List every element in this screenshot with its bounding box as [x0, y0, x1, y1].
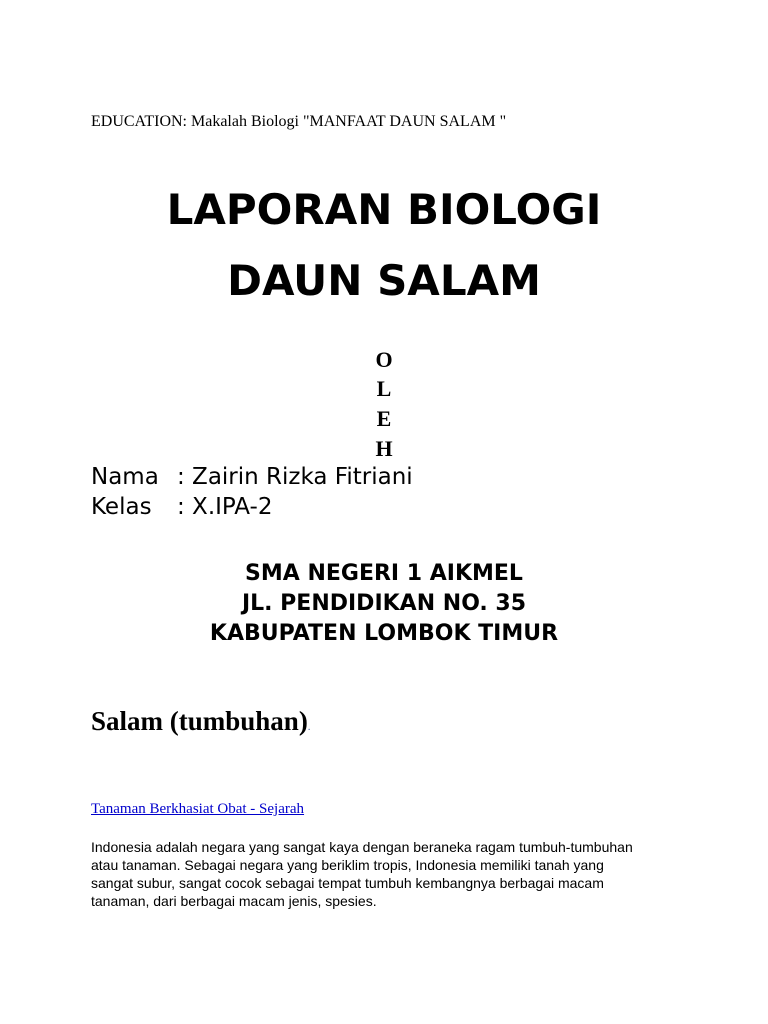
oleh-letter-l: L — [376, 376, 392, 401]
section-heading-suffix: . — [307, 722, 311, 733]
section-heading — [91, 708, 310, 735]
document-header: EDUCATION: Makalah Biologi "MANFAAT DAUN SALAM " — [91, 113, 507, 130]
paragraph-line: tanaman, dari berbagai macam jenis, spesies. — [91, 893, 377, 909]
student-name-value: : Zairin Rizka Fitriani — [177, 464, 413, 490]
oleh-letter-e: E — [376, 406, 392, 431]
oleh-letter-h: H — [375, 436, 393, 461]
student-name-row — [91, 466, 413, 489]
intro-paragraph — [91, 838, 691, 910]
paragraph-line: sangat subur, sangat cocok sebagai tempat tumbuh kembangnya berbagai macam — [91, 875, 604, 891]
report-title-line-2: DAUN SALAM — [227, 256, 541, 305]
school-district: KABUPATEN LOMBOK TIMUR — [209, 621, 559, 646]
category-link[interactable]: Tanaman Berkhasiat Obat - Sejarah — [91, 801, 305, 817]
report-title-line-1: LAPORAN BIOLOGI — [166, 185, 602, 234]
paragraph-line: Indonesia adalah negara yang sangat kaya dengan beraneka ragam tumbuh-tumbuhan — [91, 839, 633, 855]
student-name-label: Nama — [91, 464, 159, 490]
oleh-letter-o: O — [375, 347, 393, 372]
student-class-label: Kelas — [91, 494, 152, 520]
student-class-row — [91, 496, 272, 519]
paragraph-line: atau tanaman. Sebagai negara yang beriklim tropis, Indonesia memiliki tanah yang — [91, 857, 604, 873]
school-name: SMA NEGERI 1 AIKMEL — [245, 561, 523, 586]
section-heading-text: Salam (tumbuhan) — [91, 706, 308, 736]
school-address: JL. PENDIDIKAN NO. 35 — [241, 591, 527, 616]
student-class-value: : X.IPA-2 — [177, 494, 273, 520]
